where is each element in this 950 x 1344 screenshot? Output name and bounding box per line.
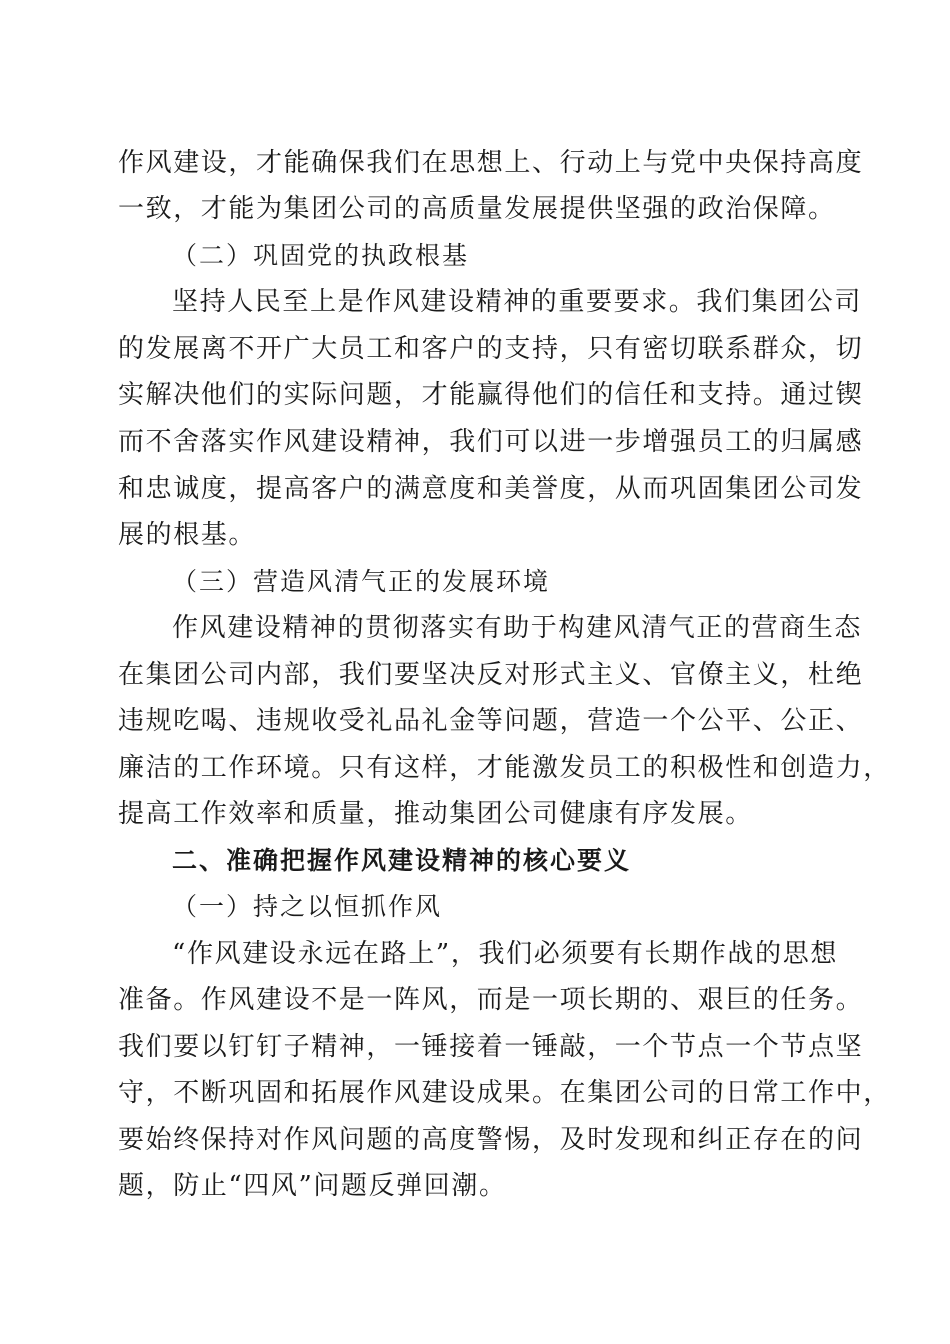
para3-line-2: 在集团公司内部，我们要坚决反对形式主义、官僚主义，杜绝 — [118, 660, 864, 690]
section-heading-2: 二、准确把握作风建设精神的核心要义 — [172, 846, 632, 875]
para1-line-2: 一致，才能为集团公司的高质量发展提供坚强的政治保障。 — [118, 194, 836, 224]
para4-line-1: “作风建设永远在路上”，我们必须要有长期作战的思想 — [172, 939, 838, 969]
para2-line-5: 和忠诚度，提高客户的满意度和美誉度，从而巩固集团公司发 — [118, 474, 864, 504]
para4-line-4: 守，不断巩固和拓展作风建设成果。在集团公司的日常工作中， — [118, 1078, 891, 1108]
para3-line-1: 作风建设精神的贯彻落实有助于构建风清气正的营商生态 — [172, 613, 863, 643]
para2-line-6: 展的根基。 — [118, 520, 257, 550]
para4-line-6: 题，防止“四风”问题反弹回潮。 — [118, 1171, 507, 1201]
para3-line-3: 违规吃喝、违规收受礼品礼金等问题，营造一个公平、公正、 — [118, 706, 864, 736]
para2-line-1: 坚持人民至上是作风建设精神的重要要求。我们集团公司 — [172, 287, 863, 317]
subheading-3: （三）营造风清气正的发展环境 — [172, 567, 551, 596]
para2-line-2: 的发展离不开广大员工和客户的支持，只有密切联系群众，切 — [118, 334, 864, 364]
para4-line-2: 准备。作风建设不是一阵风，而是一项长期的、艰巨的任务。 — [118, 985, 864, 1015]
subheading-2: （二）巩固党的执政根基 — [172, 241, 470, 270]
para2-line-3: 实解决他们的实际问题，才能赢得他们的信任和支持。通过锲 — [118, 380, 864, 410]
para4-line-5: 要始终保持对作风问题的高度警惕，及时发现和纠正存在的问 — [118, 1125, 864, 1155]
para2-line-4: 而不舍落实作风建设精神，我们可以进一步增强员工的归属感 — [118, 427, 864, 457]
para4-line-3: 我们要以钉钉子精神，一锤接着一锤敲，一个节点一个节点坚 — [118, 1032, 864, 1062]
subheading-4: （一）持之以恒抓作风 — [172, 892, 443, 921]
para3-line-5: 提高工作效率和质量，推动集团公司健康有序发展。 — [118, 799, 753, 829]
para1-line-1: 作风建设，才能确保我们在思想上、行动上与党中央保持高度 — [118, 148, 864, 178]
para3-line-4: 廉洁的工作环境。只有这样，才能激发员工的积极性和创造力， — [118, 753, 891, 783]
